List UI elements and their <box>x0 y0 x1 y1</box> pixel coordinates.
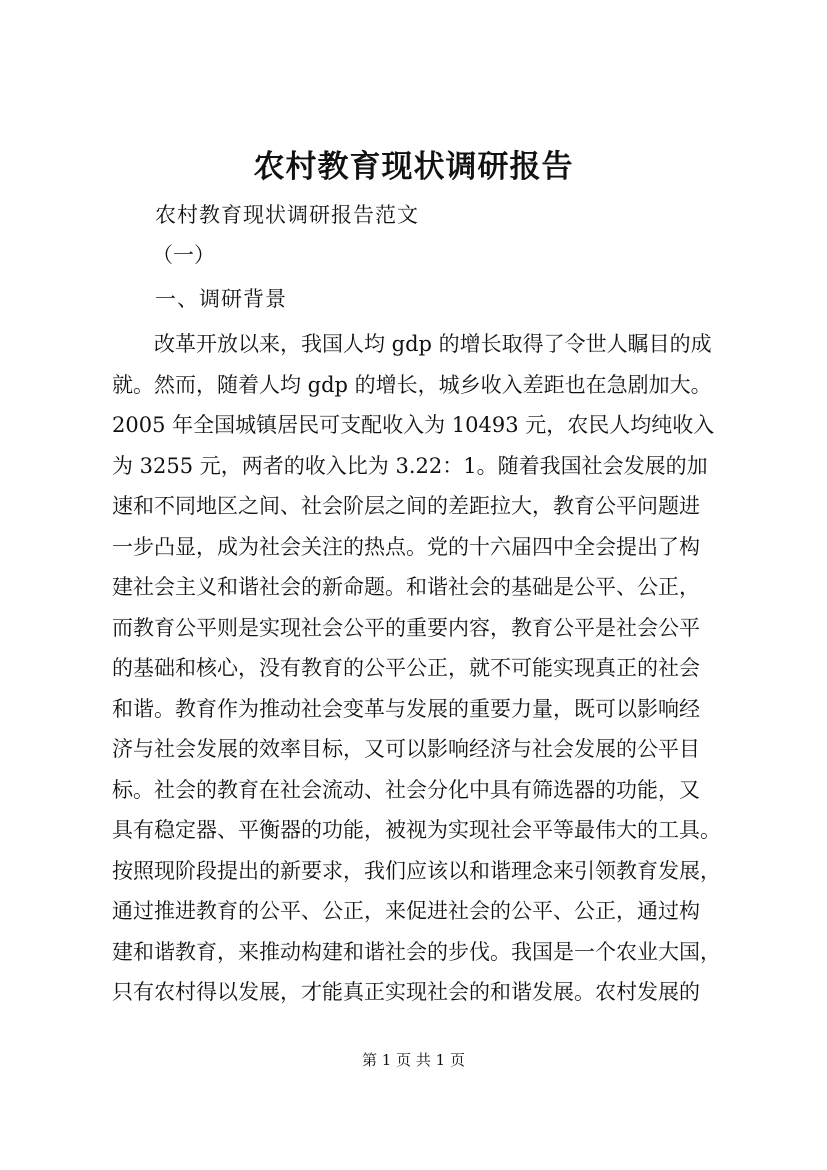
body-line: 和谐。教育作为推动社会变革与发展的重要力量，既可以影响经 <box>112 696 700 721</box>
body-line: 按照现阶段提出的新要求，我们应该以和谐理念来引领教育发展， <box>112 858 721 883</box>
body-line: 就。然而，随着人均 gdp 的增长，城乡收入差距也在急剧加大。 <box>112 372 712 397</box>
body-line: 一步凸显，成为社会关注的热点。党的十六届四中全会提出了构 <box>112 534 700 559</box>
document-title: 农村教育现状调研报告 <box>253 149 574 185</box>
body-line: 改革开放以来，我国人均 gdp 的增长取得了令世人瞩目的成 <box>112 332 712 356</box>
section-heading: 一、调研背景 <box>155 287 287 311</box>
body-line: 具有稳定器、平衡器的功能，被视为实现社会平等最伟大的工具。 <box>112 818 721 842</box>
document-subtitle: 农村教育现状调研报告范文 <box>155 203 419 227</box>
body-line: 而教育公平则是实现社会公平的重要内容，教育公平是社会公平 <box>112 615 700 640</box>
body-line: 的基础和核心，没有教育的公平公正，就不可能实现真正的社会 <box>112 656 700 680</box>
body-line: 建社会主义和谐社会的新命题。和谐社会的基础是公平、公正， <box>112 575 700 599</box>
body-line: 2005 年全国城镇居民可支配收入为 10493 元，农民人均纯收入 <box>112 413 715 437</box>
body-line: 标。社会的教育在社会流动、社会分化中具有筛选器的功能，又 <box>112 777 700 802</box>
body-paragraph <box>112 324 720 1013</box>
body-line: 速和不同地区之间、社会阶层之间的差距拉大，教育公平问题进 <box>112 494 700 518</box>
body-line: 通过推进教育的公平、公正，来促进社会的公平、公正，通过构 <box>112 899 700 923</box>
body-line: 只有农村得以发展，才能真正实现社会的和谐发展。农村发展的 <box>112 980 700 1004</box>
page-footer: 第 1 页 共 1 页 <box>362 1051 465 1069</box>
body-line: 建和谐教育，来推动构建和谐社会的步伐。我国是一个农业大国， <box>112 939 721 964</box>
body-line: 济与社会发展的效率目标，又可以影响经济与社会发展的公平目 <box>112 737 700 761</box>
body-line: 为 3255 元，两者的收入比为 3.22：1。随着我国社会发展的加 <box>112 453 708 478</box>
section-number: （一） <box>152 243 215 267</box>
